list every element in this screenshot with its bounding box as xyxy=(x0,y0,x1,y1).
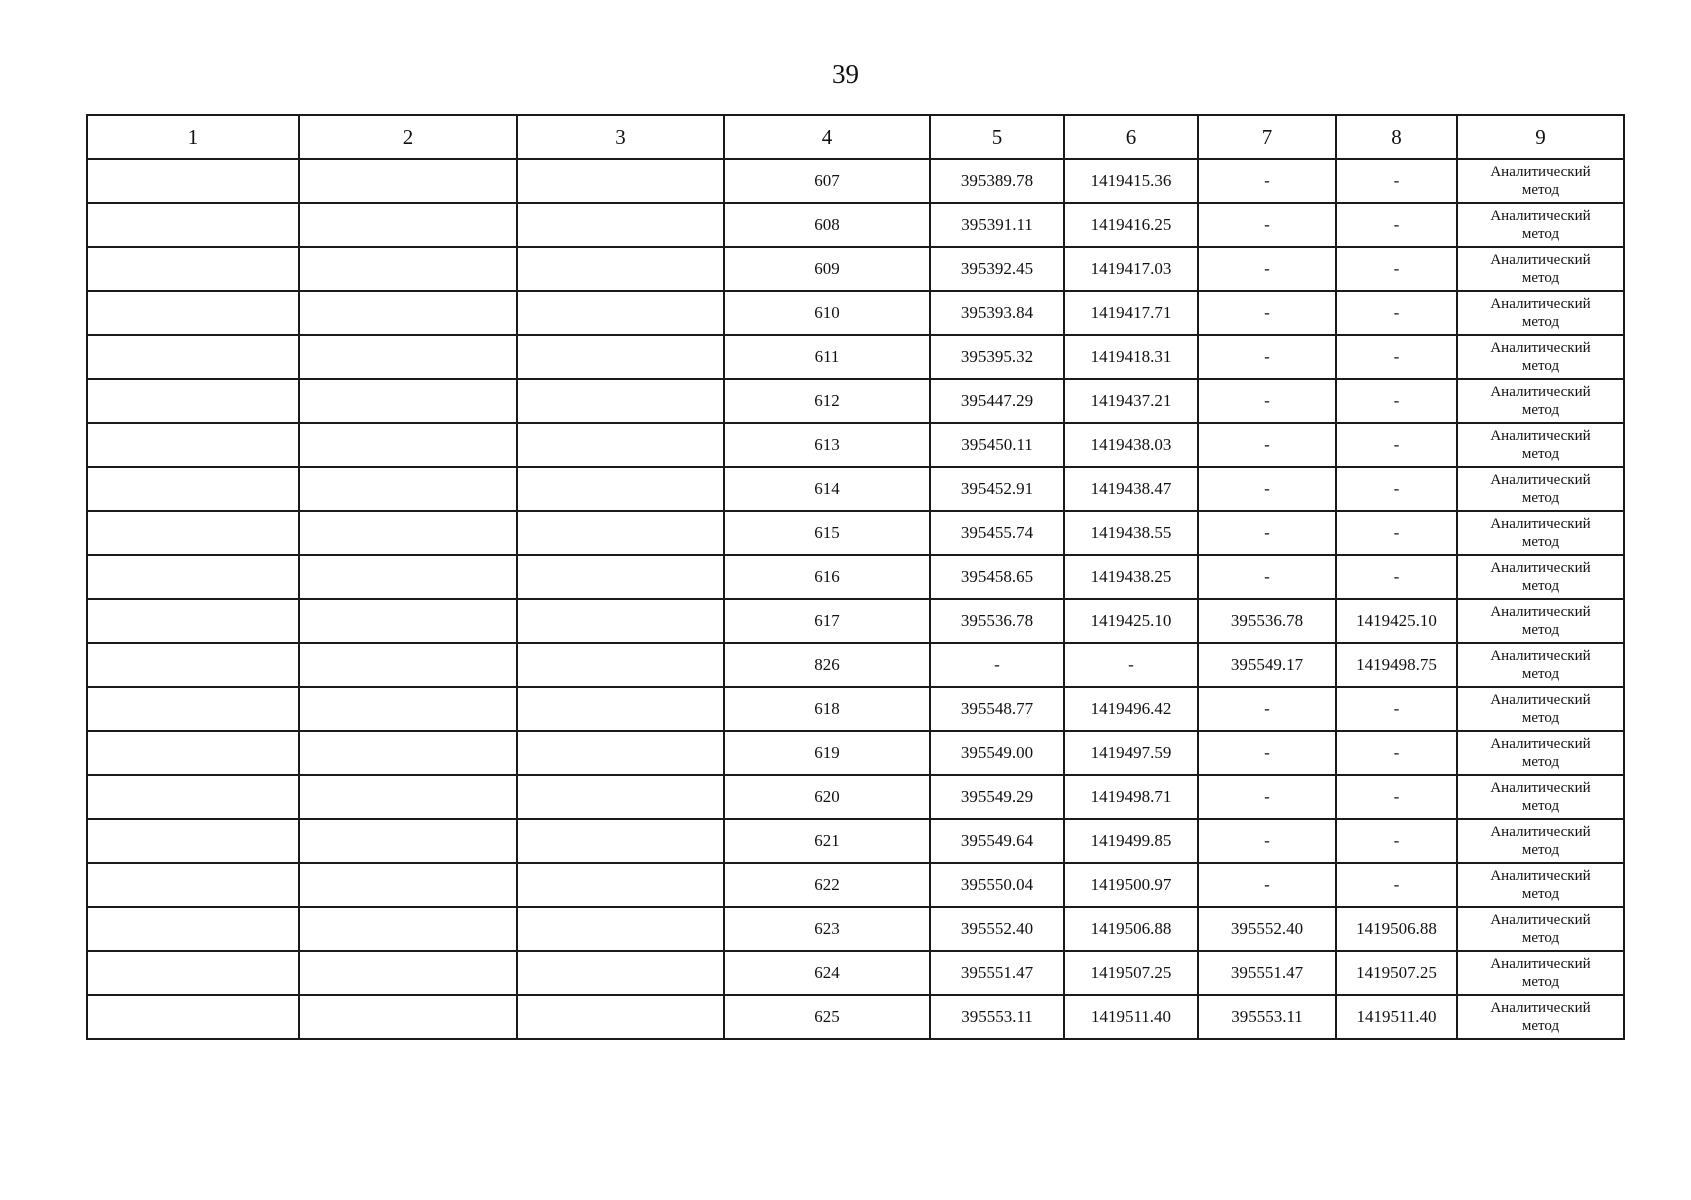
cell-col-2 xyxy=(299,599,517,643)
table-row xyxy=(87,995,1624,1039)
cell-col-1 xyxy=(87,775,299,819)
y-coordinate-new: - xyxy=(1336,335,1457,379)
cell-col-3 xyxy=(517,687,724,731)
cell-col-2 xyxy=(299,467,517,511)
y-coordinate: - xyxy=(1064,643,1198,687)
cell-col-2 xyxy=(299,731,517,775)
x-coordinate-new: 395551.47 xyxy=(1198,951,1336,995)
x-coordinate: 395550.04 xyxy=(930,863,1064,907)
y-coordinate: 1419417.71 xyxy=(1064,291,1198,335)
y-coordinate: 1419507.25 xyxy=(1064,951,1198,995)
cell-col-3 xyxy=(517,467,724,511)
y-coordinate-new: - xyxy=(1336,247,1457,291)
cell-col-1 xyxy=(87,423,299,467)
cell-col-3 xyxy=(517,731,724,775)
y-coordinate-new: - xyxy=(1336,159,1457,203)
y-coordinate-new: - xyxy=(1336,687,1457,731)
y-coordinate-new: - xyxy=(1336,863,1457,907)
y-coordinate: 1419438.47 xyxy=(1064,467,1198,511)
x-coordinate: 395450.11 xyxy=(930,423,1064,467)
x-coordinate: 395549.00 xyxy=(930,731,1064,775)
method-line-1: Аналитический xyxy=(1490,340,1591,356)
table-row xyxy=(87,687,1624,731)
x-coordinate-new: - xyxy=(1198,247,1336,291)
point-number: 620 xyxy=(724,775,930,819)
y-coordinate: 1419496.42 xyxy=(1064,687,1198,731)
method-line-2: метод xyxy=(1521,226,1560,242)
method-line-1: Аналитический xyxy=(1490,472,1591,488)
cell-col-2 xyxy=(299,335,517,379)
method-cell xyxy=(1457,291,1624,335)
y-coordinate-new: - xyxy=(1336,819,1457,863)
header-row xyxy=(87,115,1624,159)
method-line-2: метод xyxy=(1521,534,1560,550)
method-line-2: метод xyxy=(1521,666,1560,682)
table-row xyxy=(87,951,1624,995)
x-coordinate-new: - xyxy=(1198,159,1336,203)
cell-col-2 xyxy=(299,379,517,423)
y-coordinate: 1419438.55 xyxy=(1064,511,1198,555)
cell-col-1 xyxy=(87,159,299,203)
method-line-1: Аналитический xyxy=(1490,560,1591,576)
cell-col-2 xyxy=(299,819,517,863)
method-cell xyxy=(1457,467,1624,511)
method-cell xyxy=(1457,907,1624,951)
y-coordinate: 1419500.97 xyxy=(1064,863,1198,907)
method-line-1: Аналитический xyxy=(1490,736,1591,752)
cell-col-3 xyxy=(517,599,724,643)
cell-col-2 xyxy=(299,863,517,907)
y-coordinate-new: - xyxy=(1336,423,1457,467)
cell-col-1 xyxy=(87,995,299,1039)
method-line-2: метод xyxy=(1521,270,1560,286)
point-number: 617 xyxy=(724,599,930,643)
method-line-1: Аналитический xyxy=(1490,252,1591,268)
cell-col-2 xyxy=(299,775,517,819)
column-header-7: 7 xyxy=(1198,115,1336,159)
x-coordinate: 395549.64 xyxy=(930,819,1064,863)
cell-col-2 xyxy=(299,555,517,599)
method-line-2: метод xyxy=(1521,974,1560,990)
y-coordinate: 1419415.36 xyxy=(1064,159,1198,203)
cell-col-3 xyxy=(517,379,724,423)
method-cell xyxy=(1457,379,1624,423)
cell-col-2 xyxy=(299,907,517,951)
cell-col-1 xyxy=(87,511,299,555)
cell-col-3 xyxy=(517,775,724,819)
y-coordinate: 1419425.10 xyxy=(1064,599,1198,643)
cell-col-1 xyxy=(87,379,299,423)
table-row xyxy=(87,511,1624,555)
y-coordinate-new: 1419511.40 xyxy=(1336,995,1457,1039)
point-number: 612 xyxy=(724,379,930,423)
cell-col-2 xyxy=(299,203,517,247)
cell-col-3 xyxy=(517,995,724,1039)
table-row xyxy=(87,907,1624,951)
x-coordinate-new: 395553.11 xyxy=(1198,995,1336,1039)
x-coordinate-new: 395552.40 xyxy=(1198,907,1336,951)
coordinates-table xyxy=(86,114,1625,1040)
point-number: 618 xyxy=(724,687,930,731)
method-line-2: метод xyxy=(1521,622,1560,638)
x-coordinate: 395393.84 xyxy=(930,291,1064,335)
cell-col-3 xyxy=(517,423,724,467)
x-coordinate-new: - xyxy=(1198,379,1336,423)
method-line-1: Аналитический xyxy=(1490,912,1591,928)
table-row xyxy=(87,731,1624,775)
method-cell xyxy=(1457,951,1624,995)
column-header-9: 9 xyxy=(1457,115,1624,159)
method-line-2: метод xyxy=(1521,578,1560,594)
table-row xyxy=(87,379,1624,423)
y-coordinate-new: 1419425.10 xyxy=(1336,599,1457,643)
x-coordinate: 395458.65 xyxy=(930,555,1064,599)
table-row xyxy=(87,555,1624,599)
x-coordinate: 395391.11 xyxy=(930,203,1064,247)
y-coordinate-new: 1419498.75 xyxy=(1336,643,1457,687)
cell-col-1 xyxy=(87,247,299,291)
cell-col-3 xyxy=(517,907,724,951)
table-body xyxy=(87,159,1624,1039)
method-line-1: Аналитический xyxy=(1490,428,1591,444)
cell-col-2 xyxy=(299,687,517,731)
y-coordinate-new: - xyxy=(1336,555,1457,599)
cell-col-3 xyxy=(517,819,724,863)
point-number: 614 xyxy=(724,467,930,511)
method-cell xyxy=(1457,555,1624,599)
method-line-2: метод xyxy=(1521,490,1560,506)
table-row xyxy=(87,863,1624,907)
point-number: 619 xyxy=(724,731,930,775)
y-coordinate: 1419417.03 xyxy=(1064,247,1198,291)
method-cell xyxy=(1457,599,1624,643)
y-coordinate-new: - xyxy=(1336,379,1457,423)
x-coordinate: 395548.77 xyxy=(930,687,1064,731)
x-coordinate: 395392.45 xyxy=(930,247,1064,291)
method-line-1: Аналитический xyxy=(1490,516,1591,532)
y-coordinate: 1419506.88 xyxy=(1064,907,1198,951)
method-line-1: Аналитический xyxy=(1490,208,1591,224)
x-coordinate: 395553.11 xyxy=(930,995,1064,1039)
method-line-1: Аналитический xyxy=(1490,604,1591,620)
method-line-1: Аналитический xyxy=(1490,780,1591,796)
method-line-2: метод xyxy=(1521,358,1560,374)
method-cell xyxy=(1457,995,1624,1039)
method-line-2: метод xyxy=(1521,886,1560,902)
method-line-1: Аналитический xyxy=(1490,868,1591,884)
x-coordinate: 395549.29 xyxy=(930,775,1064,819)
cell-col-2 xyxy=(299,511,517,555)
cell-col-3 xyxy=(517,335,724,379)
method-line-2: метод xyxy=(1521,754,1560,770)
point-number: 622 xyxy=(724,863,930,907)
point-number: 826 xyxy=(724,643,930,687)
method-line-1: Аналитический xyxy=(1490,824,1591,840)
cell-col-2 xyxy=(299,159,517,203)
x-coordinate-new: - xyxy=(1198,775,1336,819)
method-line-2: метод xyxy=(1521,1018,1560,1034)
method-cell xyxy=(1457,731,1624,775)
method-line-1: Аналитический xyxy=(1490,296,1591,312)
point-number: 623 xyxy=(724,907,930,951)
cell-col-2 xyxy=(299,247,517,291)
point-number: 609 xyxy=(724,247,930,291)
x-coordinate-new: 395549.17 xyxy=(1198,643,1336,687)
point-number: 616 xyxy=(724,555,930,599)
method-cell xyxy=(1457,159,1624,203)
method-cell xyxy=(1457,643,1624,687)
cell-col-1 xyxy=(87,907,299,951)
method-line-2: метод xyxy=(1521,182,1560,198)
table-row xyxy=(87,335,1624,379)
method-line-2: метод xyxy=(1521,930,1560,946)
method-cell xyxy=(1457,511,1624,555)
cell-col-3 xyxy=(517,159,724,203)
method-line-2: метод xyxy=(1521,710,1560,726)
cell-col-1 xyxy=(87,203,299,247)
cell-col-2 xyxy=(299,995,517,1039)
method-line-1: Аналитический xyxy=(1490,648,1591,664)
point-number: 625 xyxy=(724,995,930,1039)
method-cell xyxy=(1457,423,1624,467)
column-header-6: 6 xyxy=(1064,115,1198,159)
x-coordinate-new: - xyxy=(1198,555,1336,599)
cell-col-3 xyxy=(517,511,724,555)
point-number: 608 xyxy=(724,203,930,247)
method-line-2: метод xyxy=(1521,446,1560,462)
x-coordinate: 395455.74 xyxy=(930,511,1064,555)
method-line-2: метод xyxy=(1521,402,1560,418)
column-header-4: 4 xyxy=(724,115,930,159)
table-row xyxy=(87,467,1624,511)
method-line-2: метод xyxy=(1521,314,1560,330)
page-number: 39 xyxy=(832,59,859,89)
cell-col-1 xyxy=(87,555,299,599)
x-coordinate-new: - xyxy=(1198,511,1336,555)
y-coordinate-new: - xyxy=(1336,291,1457,335)
x-coordinate: 395395.32 xyxy=(930,335,1064,379)
y-coordinate-new: - xyxy=(1336,775,1457,819)
cell-col-3 xyxy=(517,555,724,599)
y-coordinate-new: 1419507.25 xyxy=(1336,951,1457,995)
point-number: 615 xyxy=(724,511,930,555)
method-cell xyxy=(1457,335,1624,379)
cell-col-2 xyxy=(299,291,517,335)
method-line-1: Аналитический xyxy=(1490,692,1591,708)
x-coordinate-new: - xyxy=(1198,863,1336,907)
cell-col-1 xyxy=(87,643,299,687)
y-coordinate: 1419497.59 xyxy=(1064,731,1198,775)
cell-col-3 xyxy=(517,247,724,291)
table-row xyxy=(87,643,1624,687)
y-coordinate: 1419416.25 xyxy=(1064,203,1198,247)
column-header-2: 2 xyxy=(299,115,517,159)
y-coordinate: 1419437.21 xyxy=(1064,379,1198,423)
x-coordinate: 395452.91 xyxy=(930,467,1064,511)
method-cell xyxy=(1457,775,1624,819)
table-row xyxy=(87,159,1624,203)
method-line-2: метод xyxy=(1521,798,1560,814)
table-row xyxy=(87,775,1624,819)
table-row xyxy=(87,203,1624,247)
method-line-1: Аналитический xyxy=(1490,164,1591,180)
method-cell xyxy=(1457,863,1624,907)
cell-col-2 xyxy=(299,423,517,467)
method-line-1: Аналитический xyxy=(1490,956,1591,972)
cell-col-3 xyxy=(517,291,724,335)
x-coordinate-new: - xyxy=(1198,687,1336,731)
x-coordinate-new: - xyxy=(1198,203,1336,247)
x-coordinate-new: - xyxy=(1198,423,1336,467)
y-coordinate: 1419511.40 xyxy=(1064,995,1198,1039)
point-number: 621 xyxy=(724,819,930,863)
point-number: 624 xyxy=(724,951,930,995)
cell-col-2 xyxy=(299,643,517,687)
x-coordinate: 395447.29 xyxy=(930,379,1064,423)
y-coordinate-new: 1419506.88 xyxy=(1336,907,1457,951)
cell-col-1 xyxy=(87,687,299,731)
column-header-1: 1 xyxy=(87,115,299,159)
method-line-2: метод xyxy=(1521,842,1560,858)
cell-col-2 xyxy=(299,951,517,995)
y-coordinate-new: - xyxy=(1336,511,1457,555)
cell-col-3 xyxy=(517,863,724,907)
table-header xyxy=(87,115,1624,159)
y-coordinate: 1419498.71 xyxy=(1064,775,1198,819)
y-coordinate: 1419438.25 xyxy=(1064,555,1198,599)
table-row xyxy=(87,819,1624,863)
cell-col-1 xyxy=(87,467,299,511)
y-coordinate: 1419418.31 xyxy=(1064,335,1198,379)
x-coordinate: 395536.78 xyxy=(930,599,1064,643)
method-cell xyxy=(1457,819,1624,863)
x-coordinate: 395551.47 xyxy=(930,951,1064,995)
x-coordinate-new: - xyxy=(1198,335,1336,379)
cell-col-1 xyxy=(87,599,299,643)
column-header-8: 8 xyxy=(1336,115,1457,159)
point-number: 607 xyxy=(724,159,930,203)
cell-col-3 xyxy=(517,203,724,247)
cell-col-1 xyxy=(87,731,299,775)
point-number: 610 xyxy=(724,291,930,335)
y-coordinate-new: - xyxy=(1336,467,1457,511)
cell-col-1 xyxy=(87,335,299,379)
cell-col-3 xyxy=(517,951,724,995)
x-coordinate: - xyxy=(930,643,1064,687)
table-row xyxy=(87,599,1624,643)
cell-col-3 xyxy=(517,643,724,687)
point-number: 613 xyxy=(724,423,930,467)
method-line-1: Аналитический xyxy=(1490,384,1591,400)
y-coordinate-new: - xyxy=(1336,203,1457,247)
column-header-3: 3 xyxy=(517,115,724,159)
method-cell xyxy=(1457,203,1624,247)
method-line-1: Аналитический xyxy=(1490,1000,1591,1016)
y-coordinate: 1419499.85 xyxy=(1064,819,1198,863)
table-row xyxy=(87,423,1624,467)
x-coordinate-new: - xyxy=(1198,819,1336,863)
column-header-5: 5 xyxy=(930,115,1064,159)
x-coordinate-new: - xyxy=(1198,731,1336,775)
cell-col-1 xyxy=(87,863,299,907)
y-coordinate: 1419438.03 xyxy=(1064,423,1198,467)
x-coordinate: 395389.78 xyxy=(930,159,1064,203)
point-number: 611 xyxy=(724,335,930,379)
cell-col-1 xyxy=(87,819,299,863)
cell-col-1 xyxy=(87,291,299,335)
x-coordinate: 395552.40 xyxy=(930,907,1064,951)
method-cell xyxy=(1457,687,1624,731)
cell-col-1 xyxy=(87,951,299,995)
x-coordinate-new: - xyxy=(1198,291,1336,335)
x-coordinate-new: 395536.78 xyxy=(1198,599,1336,643)
x-coordinate-new: - xyxy=(1198,467,1336,511)
y-coordinate-new: - xyxy=(1336,731,1457,775)
table-row xyxy=(87,247,1624,291)
method-cell xyxy=(1457,247,1624,291)
table-row xyxy=(87,291,1624,335)
